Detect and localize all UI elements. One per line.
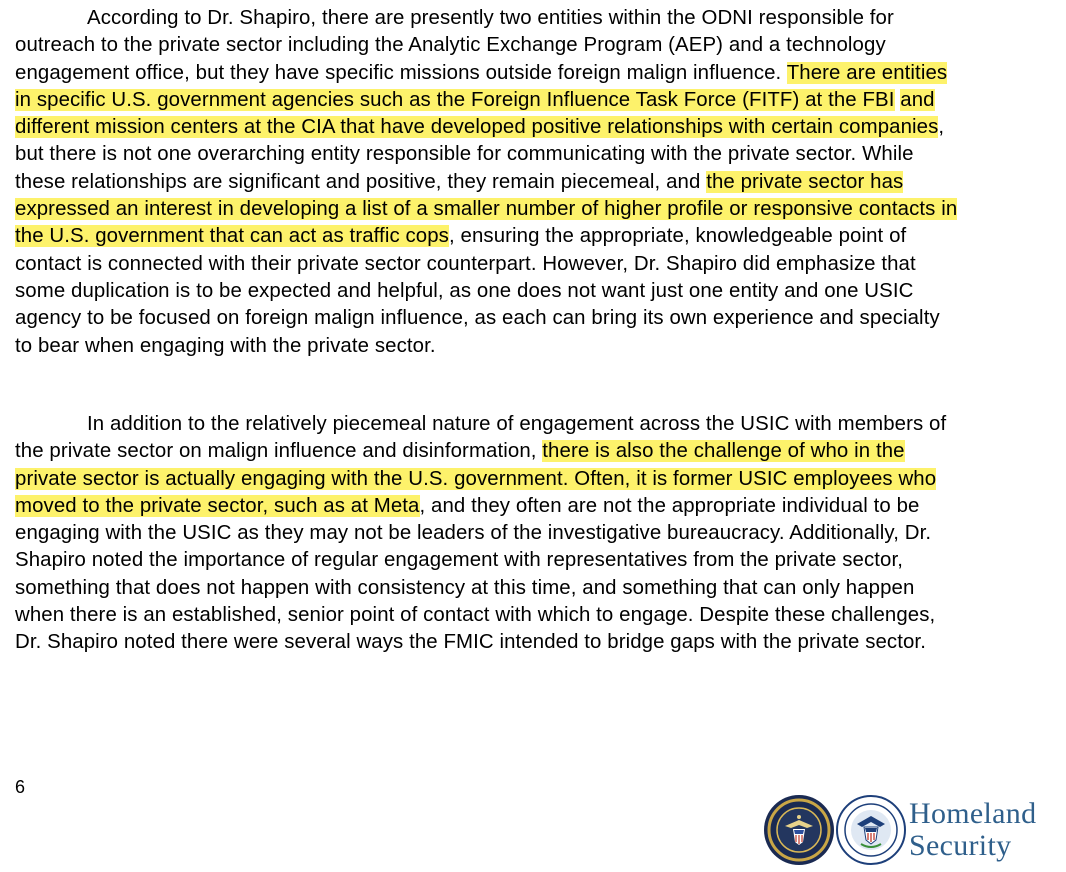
text-run: , and they often are not the appropriate individual to be engaging with the USIC as they may not be leaders of the investigative bureaucracy. Additionally, Dr. Shapiro noted the importance of regular engagement with representatives from the private sector, something that does not happen with consistency at this time, and something that can only happen when there is an established, senior point of contact with which to engage. Despite these challenges, Dr. Shapiro noted there were several ways the FMIC intended to bridge gaps with the private sector. (15, 494, 936, 654)
odni-seal-icon (763, 794, 835, 866)
text-run: In addition to the relatively piecemeal nature of engagement across the USIC with members of the private sector on malign influence and disinformation, (15, 413, 947, 463)
footer-logos (763, 794, 1063, 866)
dhs-seal-icon (835, 794, 907, 866)
highlighted-text: There are entities in specific U.S. government agencies such as the Foreign Influence Task Force (FITF) at the FBI (15, 61, 948, 111)
highlighted-text: and different mission centers at the CIA that have developed positive relationships with certain companies (15, 88, 939, 139)
text-run: , ensuring the appropriate, knowledgeable point of contact is connected with their private sector counterpart. However, Dr. Shapiro did emphasize that some duplication is to be expected and helpful, as one does not want just one entity and one USIC agency to be focused on foreign malign influence, as each can bring its own experience and specialty to bear when engaging with the private sector. (15, 225, 940, 357)
paragraph-1 (15, 5, 960, 360)
text-run: , but there is not one overarching entity responsible for communicating with the private sector. While these relationships are significant and positive, they remain piecemeal, and (15, 116, 945, 193)
paragraph-2 (15, 411, 960, 657)
brand-line-2: Security (909, 829, 1012, 862)
page-number: 6 (15, 777, 26, 797)
highlighted-text: the private sector has expressed an interest in developing a list of a smaller number of higher profile or responsive contacts in the U.S. government that can act as traffic cops (15, 170, 958, 248)
brand-line-1: Homeland (909, 797, 1037, 830)
text-run: According to Dr. Shapiro, there are presently two entities within the ODNI responsible for outreach to the private sector including the Analytic Exchange Program (AEP) and a technology engagement office, but they have specific missions outside foreign malign influence. (15, 7, 894, 84)
highlighted-text: there is also the challenge of who in the private sector is actually engaging with the U.S. government. Often, it is former USIC employees who moved to the private sector, such as at Meta (15, 440, 937, 517)
